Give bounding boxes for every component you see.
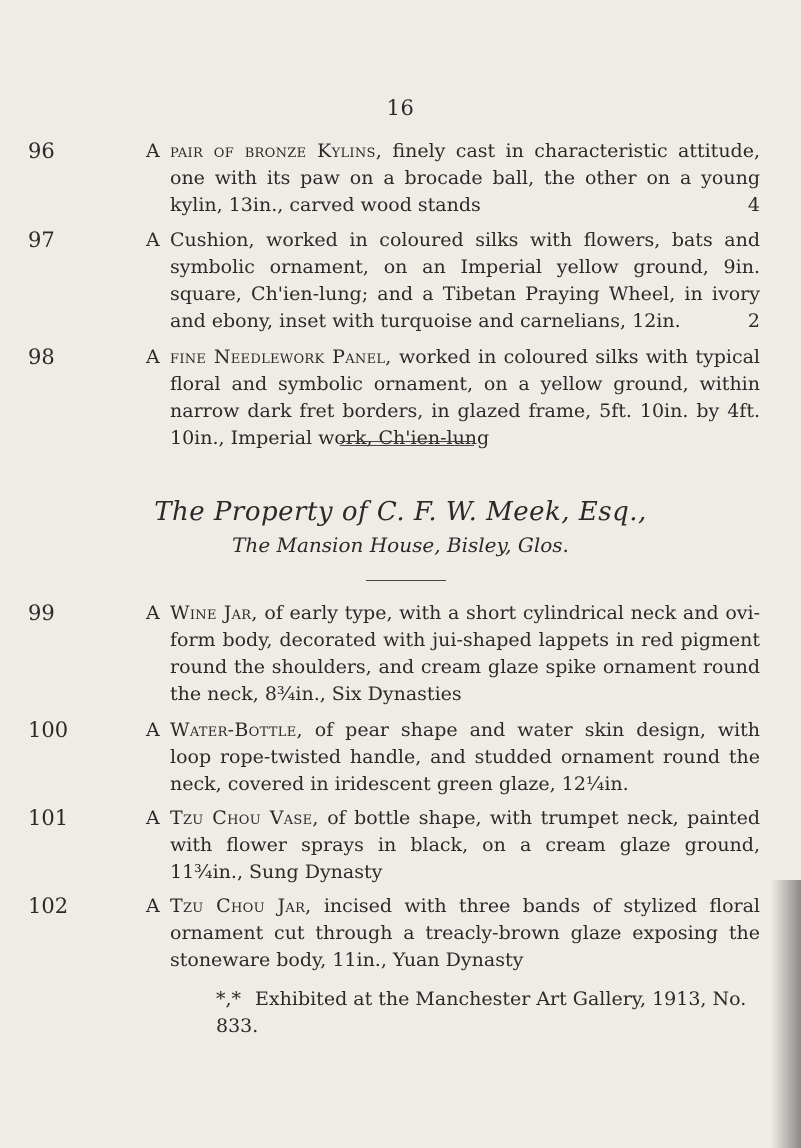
page-number: 16 [386,96,415,120]
lot-article: A [146,895,160,917]
lot-number: 101 [28,806,69,830]
lot-article: A [146,140,160,162]
lot-article: A [146,229,160,251]
property-heading: The Property of C. F. W. Meek, Esq., [154,497,647,527]
lot-text: finely cast in characteristic attitude, one with its paw on a brocade ball, the other on a young kylin, 13in., carved wood stands [170,140,761,216]
lot-text: of pear shape and water skin design, with loop rope-twisted handle, and studded ornament round the neck, covered in iridescent green glaze, 12¼in. [170,719,761,795]
page-edge-shadow [771,880,801,1148]
lot-lead: Water-Bottle, [170,719,303,741]
lot-number: 99 [28,601,55,625]
lot-lead: fine Needlework Panel, [170,346,392,368]
lot-number: 100 [28,718,69,742]
lot-description [170,600,760,708]
section-divider [340,441,474,446]
lot-text: Cushion, worked in coloured silks with flowers, bats and symbolic ornament, on an Imperial yellow ground, 9in. square, Ch'ien-lung; and a Tibetan Praying Wheel, in ivory and ebony, inset with turquoise and carnelians, 12in. [170,229,760,332]
lot-description [170,138,760,219]
lot-quantity: 2 [747,310,760,332]
exhibition-note [216,986,776,1040]
lot-description [170,717,760,798]
lot-number: 97 [28,228,55,252]
lot-description [170,805,760,886]
lot-text: of early type, with a short cylindrical neck and ovi-form body, decorated with jui-shaped lappets in red pigment round the shoulders, and cream glaze spike ornament round the neck, 8¾in., Six Dynasties [170,602,760,705]
lot-description [170,227,760,335]
lot-article: A [146,602,160,624]
property-address: The Mansion House, Bisley, Glos. [232,533,569,557]
asterism-mark: *,* [216,988,242,1010]
lot-number: 102 [28,894,69,918]
lot-article: A [146,807,160,829]
lot-text: incised with three bands of stylized floral ornament cut through a treacly-brown glaze exposing the stoneware body, 11in., Yuan Dynasty [170,895,761,971]
lot-quantity: 4 [747,194,760,216]
lot-description [170,344,760,452]
lot-article: A [146,346,160,368]
lot-text: worked in coloured silks with typical floral and symbolic ornament, on a yellow ground, within narrow dark fret borders, in glazed frame, 5ft. 10in. by 4ft. 10in., Imperial work, Ch'ien-lung [170,346,760,449]
lot-lead: Tzu Chou Jar, [170,895,312,917]
lot-lead: Tzu Chou Vase, [170,807,319,829]
lot-text: of bottle shape, with trumpet neck, painted with flower sprays in black, on a cream glaze ground, 11¾in., Sung Dynasty [170,807,760,883]
note-text: Exhibited at the Manchester Art Gallery, 1913, No. 833. [216,988,747,1037]
lot-article: A [146,719,160,741]
lot-number: 96 [28,139,55,163]
lot-description [170,893,760,974]
lot-lead: pair of bronze Kylins, [170,140,383,162]
lot-lead: Wine Jar, [170,602,258,624]
lot-number: 98 [28,345,55,369]
property-divider [366,580,446,581]
